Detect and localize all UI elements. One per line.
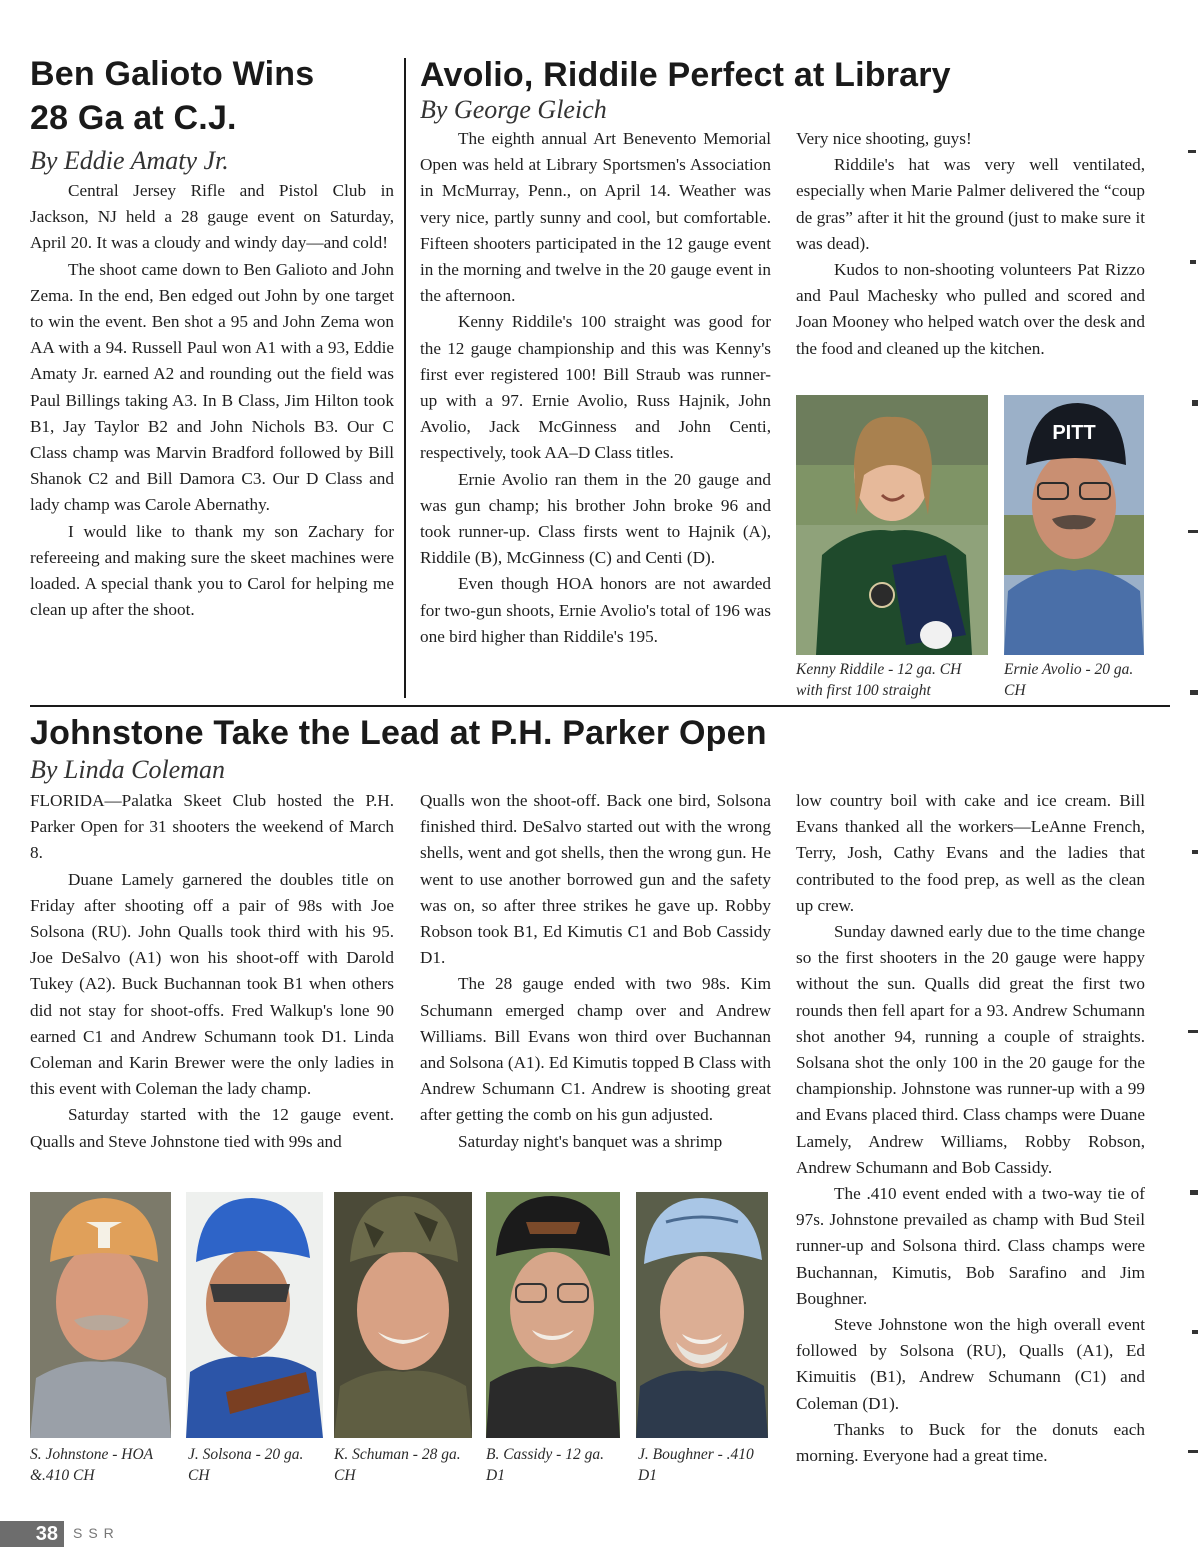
caption-j-solsona: J. Solsona - 20 ga. CH xyxy=(188,1446,304,1484)
headline-johnstone: Johnstone Take the Lead at P.H. Parker Open xyxy=(30,714,767,752)
caption-j-boughner: J. Boughner - .410 D1 xyxy=(638,1446,754,1484)
paragraph: Sunday dawned early due to the time change so the first shooters in the 20 gauge were happy without the sun. Qualls did great the first two rounds then fell apart for a 93. Andrew Schumann shot another 94, running a couple of straights. Solsana shot the only 100 in the 20 gauge for the championship. Johnstone was runner-up with a 99 and Evans placed third. Class champs were Duane Lamely, Andrew Williams, Robby Robson, Andrew Schumann and Bob Cassidy. xyxy=(796,922,1145,1177)
page-number: 38 xyxy=(0,1521,64,1547)
paragraph: The eighth annual Art Benevento Memorial Open was held at Library Sportsmen's Association in McMurray, Penn., on April 14. Weather was very nice, partly sunny and cool, but comfortable. Fifteen shooters participated in the 12 gauge event in the morning and twelve in the 20 gauge event in the afternoon. xyxy=(420,129,771,306)
paragraph: Central Jersey Rifle and Pistol Club in Jackson, NJ held a 28 gauge event on Saturday, April 20. It was a cloudy and windy day—and cold! xyxy=(30,181,394,253)
article2-body-col1 xyxy=(420,126,771,650)
photo-b-cassidy xyxy=(486,1192,620,1438)
paragraph: Saturday night's banquet was a shrimp xyxy=(458,1131,723,1151)
byline-george-gleich: By George Gleich xyxy=(420,95,607,124)
article3-body-col1 xyxy=(30,788,394,1155)
paragraph: Steve Johnstone won the high overall event followed by Solsona (RU), Qualls (A1), Ed Kimuitis (B1), Andrew Schumann (C1) and Coleman (D1). xyxy=(796,1315,1145,1413)
section-divider xyxy=(30,705,1170,707)
photo-kenny-riddile xyxy=(796,395,988,655)
article2-body-col2 xyxy=(796,126,1145,362)
article-ben-galioto xyxy=(30,52,396,140)
photo-s-johnstone xyxy=(30,1192,171,1438)
paragraph: The shoot came down to Ben Galioto and John Zema. In the end, Ben edged out John by one target to win the event. Ben shot a 95 and John Zema won AA with a 94. Russell Paul won A1 with a 93, Eddie Amaty Jr. earned A2 and rounding out the field was Paul Billings taking A3. In B Class, Jim Hilton took B1, Jay Taylor B2 and John Nichols B3. Our C Class champ was Marvin Bradford followed by Bill Shanok C2 and Bill Damora C3. Our D Class and lady champ was Carole Abernathy. xyxy=(30,259,394,515)
paragraph: The 28 gauge ended with two 98s. Kim Schumann emerged champ over and Andrew Williams. Bill Evans won third over Buchannan and Solsona (A1). Ed Kimutis topped B Class with Andrew Schumann C1. Andrew is shooting great after getting the comb on his gun adjusted. xyxy=(420,974,771,1125)
headline-line-2: 28 Ga at C.J. xyxy=(30,99,237,137)
paragraph: Kudos to non-shooting volunteers Pat Rizzo and Paul Machesky who pulled and scored and Joan Mooney who helped watch over the desk and the food and cleaned up the kitchen. xyxy=(796,260,1145,358)
paragraph: Thanks to Buck for the donuts each morning. Everyone had a great time. xyxy=(796,1419,1145,1466)
paragraph: The .410 event ended with a two-way tie of 97s. Johnstone prevailed as champ with Bud Steil runner-up and Solsona third. Class champs were Buchannan, Kimutis, Bob Sarafino and Jim Boughner. xyxy=(796,1184,1145,1308)
article3-body-col3 xyxy=(796,788,1145,1469)
caption-ernie-avolio: Ernie Avolio - 20 ga. CH xyxy=(1004,661,1134,699)
headline-line-1: Ben Galioto Wins xyxy=(30,55,315,93)
paragraph: FLORIDA—Palatka Skeet Club hosted the P.H. Parker Open for 31 shooters the weekend of March 8. xyxy=(30,791,394,863)
paragraph: Qualls won the shoot-off. Back one bird, Solsona finished third. DeSalvo started out with the wrong shells, went and got shells, then the wrong gun. He went to use another borrowed gun and the safety was on, so after three strikes he gave up. Robby Robson took B1, Ed Kimutis C1 and Bob Cassidy D1. xyxy=(420,791,771,968)
article1-body xyxy=(30,178,394,623)
column-divider xyxy=(404,58,406,698)
caption-s-johnstone: S. Johnstone - HOA &.410 CH xyxy=(30,1446,153,1484)
caption-k-schuman: K. Schuman - 28 ga. CH xyxy=(334,1446,461,1484)
article3-body-col2 xyxy=(420,788,771,1155)
byline-linda-coleman: By Linda Coleman xyxy=(30,755,225,784)
headline-avolio-riddile: Avolio, Riddile Perfect at Library xyxy=(420,56,951,94)
hat-logo-text: PITT xyxy=(1052,422,1096,444)
paragraph: Ernie Avolio ran them in the 20 gauge and was gun champ; his brother John broke 96 and took runner-up. Class firsts went to Hajnik (A), Riddile (B), McGinness (C) and Centi (D). xyxy=(420,469,771,568)
photo-k-schuman xyxy=(334,1192,472,1438)
photo-j-boughner xyxy=(636,1192,768,1438)
paragraph: I would like to thank my son Zachary for refereeing and making sure the skeet machines were loaded. A special thank you to Carol for helping me clean up after the shoot. xyxy=(30,521,394,620)
photo-j-solsona xyxy=(186,1192,323,1438)
paragraph: Duane Lamely garnered the doubles title on Friday after shooting off a pair of 98s with Joe Solsona (RU). John Qualls took third with his 95. Joe DeSalvo (A1) won his shoot-off with Darold Tukey (A2). Buck Buchannan took B1 when others did not stay for shoot-offs. Fred Walkup's lone 90 earned C1 and Andrew Schumann took D1. Linda Coleman and Karin Brewer were the only ladies in this event with Coleman the lady champ. xyxy=(30,869,394,1099)
paragraph: low country boil with cake and ice cream. Bill Evans thanked all the workers—LeAnne French, Terry, Josh, Cathy Evans and the ladies that contributed to the food prep, as well as the clean up crew. xyxy=(796,791,1145,915)
caption-b-cassidy: B. Cassidy - 12 ga. D1 xyxy=(486,1446,604,1484)
caption-kenny-riddile: Kenny Riddile - 12 ga. CH with first 100 straight xyxy=(796,661,962,699)
paragraph: Riddile's hat was very well ventilated, especially when Marie Palmer delivered the “coup de gras” after it hit the ground (just to make sure it was dead). xyxy=(796,155,1145,253)
paragraph: Saturday started with the 12 gauge event. Qualls and Steve Johnstone tied with 99s and xyxy=(30,1105,394,1151)
paragraph: Kenny Riddile's 100 straight was good for the 12 gauge championship and this was Kenny's first ever registered 100! Bill Straub was runner-up with a 97. Ernie Avolio, Russ Hajnik, John Avolio, Jack McGinness and John Centi, respectively, took AA–D Class titles. xyxy=(420,312,771,463)
photo-ernie-avolio xyxy=(1004,395,1144,655)
headline-ben-galioto xyxy=(30,52,396,140)
byline-eddie-amaty: By Eddie Amaty Jr. xyxy=(30,146,229,175)
binding-edge-marks xyxy=(1178,130,1200,1510)
paragraph: Very nice shooting, guys! xyxy=(796,129,972,148)
magazine-name: SSR xyxy=(73,1525,120,1541)
paragraph: Even though HOA honors are not awarded for two-gun shoots, Ernie Avolio's total of 196 was one bird higher than Riddile's 195. xyxy=(420,574,771,646)
